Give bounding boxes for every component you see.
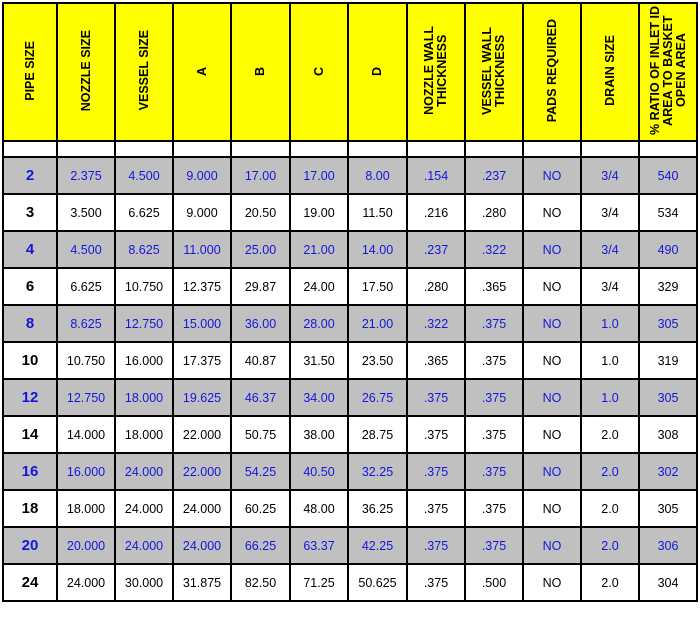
header-label: NOZZLE SIZE bbox=[78, 29, 93, 112]
table-cell: 2.0 bbox=[581, 416, 639, 453]
header-label: D bbox=[370, 66, 384, 76]
pipe-size-cell: 8 bbox=[3, 305, 57, 342]
table-cell: 18.000 bbox=[57, 490, 115, 527]
table-row bbox=[3, 527, 697, 564]
table-cell: 23.50 bbox=[348, 342, 407, 379]
table-cell: 1.0 bbox=[581, 379, 639, 416]
table-cell: 14.000 bbox=[57, 416, 115, 453]
table-cell: 29.87 bbox=[231, 268, 290, 305]
table-cell: 329 bbox=[639, 268, 697, 305]
table-cell: .375 bbox=[407, 453, 465, 490]
table-cell: 12.750 bbox=[115, 305, 173, 342]
table-cell: .375 bbox=[465, 305, 523, 342]
table-cell: 12.375 bbox=[173, 268, 231, 305]
spacer-cell bbox=[581, 141, 639, 157]
table-cell: 306 bbox=[639, 527, 697, 564]
table-cell: 2.0 bbox=[581, 490, 639, 527]
table-cell: 17.50 bbox=[348, 268, 407, 305]
table-cell: NO bbox=[523, 564, 581, 601]
table-cell: 534 bbox=[639, 194, 697, 231]
table-cell: .365 bbox=[407, 342, 465, 379]
table-cell: 305 bbox=[639, 490, 697, 527]
table-body bbox=[3, 141, 697, 601]
table-cell: .375 bbox=[407, 564, 465, 601]
table-row bbox=[3, 194, 697, 231]
table-cell: .322 bbox=[407, 305, 465, 342]
table-cell: 46.37 bbox=[231, 379, 290, 416]
table-row bbox=[3, 379, 697, 416]
spacer-row bbox=[3, 141, 697, 157]
table-cell: 21.00 bbox=[348, 305, 407, 342]
table-cell: 63.37 bbox=[290, 527, 348, 564]
table-cell: 24.000 bbox=[115, 527, 173, 564]
table-cell: 20.50 bbox=[231, 194, 290, 231]
table-cell: 17.00 bbox=[231, 157, 290, 194]
table-cell: NO bbox=[523, 490, 581, 527]
table-cell: .322 bbox=[465, 231, 523, 268]
table-cell: 22.000 bbox=[173, 453, 231, 490]
spacer-cell bbox=[523, 141, 581, 157]
table-cell: 19.00 bbox=[290, 194, 348, 231]
table-cell: 22.000 bbox=[173, 416, 231, 453]
table-row bbox=[3, 231, 697, 268]
header-a bbox=[173, 3, 231, 141]
table-cell: 15.000 bbox=[173, 305, 231, 342]
table-cell: 34.00 bbox=[290, 379, 348, 416]
table-cell: NO bbox=[523, 453, 581, 490]
table-cell: 11.000 bbox=[173, 231, 231, 268]
header-c bbox=[290, 3, 348, 141]
pipe-size-cell: 3 bbox=[3, 194, 57, 231]
table-cell: 21.00 bbox=[290, 231, 348, 268]
table-cell: .365 bbox=[465, 268, 523, 305]
table-cell: 66.25 bbox=[231, 527, 290, 564]
table-cell: 24.000 bbox=[115, 490, 173, 527]
header-vessel-size bbox=[115, 3, 173, 141]
table-cell: 9.000 bbox=[173, 194, 231, 231]
table-cell: NO bbox=[523, 416, 581, 453]
table-cell: 4.500 bbox=[115, 157, 173, 194]
table-cell: 28.00 bbox=[290, 305, 348, 342]
table-cell: 31.875 bbox=[173, 564, 231, 601]
table-cell: .237 bbox=[465, 157, 523, 194]
table-cell: NO bbox=[523, 268, 581, 305]
table-cell: 3/4 bbox=[581, 268, 639, 305]
header-vessel-wall-thickness bbox=[465, 3, 523, 141]
header-label: PADS REQUIRED bbox=[544, 18, 559, 123]
table-cell: 10.750 bbox=[57, 342, 115, 379]
table-cell: 1.0 bbox=[581, 342, 639, 379]
table-cell: 36.25 bbox=[348, 490, 407, 527]
spacer-cell bbox=[173, 141, 231, 157]
table-cell: 24.000 bbox=[173, 490, 231, 527]
header-pads-required bbox=[523, 3, 581, 141]
table-cell: 40.87 bbox=[231, 342, 290, 379]
table-cell: 12.750 bbox=[57, 379, 115, 416]
table-cell: .375 bbox=[465, 490, 523, 527]
table-cell: 18.000 bbox=[115, 416, 173, 453]
table-cell: .375 bbox=[407, 527, 465, 564]
spacer-cell bbox=[407, 141, 465, 157]
table-cell: 60.25 bbox=[231, 490, 290, 527]
table-cell: 26.75 bbox=[348, 379, 407, 416]
pipe-size-cell: 20 bbox=[3, 527, 57, 564]
table-cell: .375 bbox=[465, 527, 523, 564]
table-cell: 2.0 bbox=[581, 527, 639, 564]
table-cell: 490 bbox=[639, 231, 697, 268]
table-row bbox=[3, 342, 697, 379]
header-label: PIPE SIZE bbox=[22, 40, 37, 101]
header-nozzle-wall-thickness bbox=[407, 3, 465, 141]
header-label: DRAIN SIZE bbox=[602, 35, 617, 106]
table-cell: NO bbox=[523, 194, 581, 231]
header-b bbox=[231, 3, 290, 141]
header-label: % RATIO OF INLET ID AREA TO BASKET OPEN AREA bbox=[647, 6, 688, 135]
table-cell: 1.0 bbox=[581, 305, 639, 342]
table-cell: 3/4 bbox=[581, 157, 639, 194]
table-cell: 2.0 bbox=[581, 453, 639, 490]
table-row bbox=[3, 564, 697, 601]
table-cell: .375 bbox=[465, 342, 523, 379]
pipe-size-cell: 14 bbox=[3, 416, 57, 453]
pipe-dimension-table bbox=[2, 2, 698, 602]
pipe-size-cell: 16 bbox=[3, 453, 57, 490]
pipe-size-cell: 12 bbox=[3, 379, 57, 416]
spacer-cell bbox=[348, 141, 407, 157]
header-label: VESSEL WALL THICKNESS bbox=[480, 26, 507, 115]
table-cell: .375 bbox=[465, 453, 523, 490]
table-cell: 8.00 bbox=[348, 157, 407, 194]
table-cell: 6.625 bbox=[115, 194, 173, 231]
spacer-cell bbox=[57, 141, 115, 157]
table-cell: 16.000 bbox=[57, 453, 115, 490]
table-cell: 8.625 bbox=[115, 231, 173, 268]
pipe-size-cell: 4 bbox=[3, 231, 57, 268]
table-cell: 16.000 bbox=[115, 342, 173, 379]
table-cell: 82.50 bbox=[231, 564, 290, 601]
table-cell: 3.500 bbox=[57, 194, 115, 231]
table-cell: 32.25 bbox=[348, 453, 407, 490]
table-cell: 4.500 bbox=[57, 231, 115, 268]
table-cell: NO bbox=[523, 379, 581, 416]
table-cell: 14.00 bbox=[348, 231, 407, 268]
table-cell: .237 bbox=[407, 231, 465, 268]
table-cell: 40.50 bbox=[290, 453, 348, 490]
table-cell: 17.375 bbox=[173, 342, 231, 379]
table-cell: NO bbox=[523, 305, 581, 342]
table-row bbox=[3, 453, 697, 490]
header-ratio bbox=[639, 3, 697, 141]
table-cell: 54.25 bbox=[231, 453, 290, 490]
spacer-cell bbox=[639, 141, 697, 157]
table-cell: 31.50 bbox=[290, 342, 348, 379]
header-pipe-size bbox=[3, 3, 57, 141]
table-cell: NO bbox=[523, 157, 581, 194]
header-label: B bbox=[253, 66, 267, 76]
table-cell: 25.00 bbox=[231, 231, 290, 268]
table-cell: 11.50 bbox=[348, 194, 407, 231]
pipe-size-cell: 18 bbox=[3, 490, 57, 527]
table-cell: .375 bbox=[465, 416, 523, 453]
table-cell: 24.000 bbox=[173, 527, 231, 564]
table-row bbox=[3, 157, 697, 194]
table-cell: 9.000 bbox=[173, 157, 231, 194]
header-d bbox=[348, 3, 407, 141]
table-cell: 6.625 bbox=[57, 268, 115, 305]
table-cell: 42.25 bbox=[348, 527, 407, 564]
table-cell: 17.00 bbox=[290, 157, 348, 194]
spacer-cell bbox=[465, 141, 523, 157]
table-cell: 18.000 bbox=[115, 379, 173, 416]
table-cell: 24.000 bbox=[57, 564, 115, 601]
table-cell: .375 bbox=[407, 379, 465, 416]
table-cell: 50.75 bbox=[231, 416, 290, 453]
header-nozzle-size bbox=[57, 3, 115, 141]
table-cell: 3/4 bbox=[581, 194, 639, 231]
table-cell: 8.625 bbox=[57, 305, 115, 342]
table-cell: .375 bbox=[465, 379, 523, 416]
table-row bbox=[3, 268, 697, 305]
table-cell: 28.75 bbox=[348, 416, 407, 453]
table-cell: NO bbox=[523, 342, 581, 379]
table-cell: .375 bbox=[407, 416, 465, 453]
header-label: NOZZLE WALL THICKNESS bbox=[422, 26, 449, 115]
table-cell: .154 bbox=[407, 157, 465, 194]
table-row bbox=[3, 416, 697, 453]
table-cell: 38.00 bbox=[290, 416, 348, 453]
table-cell: 302 bbox=[639, 453, 697, 490]
table-row bbox=[3, 305, 697, 342]
table-cell: 304 bbox=[639, 564, 697, 601]
table-cell: 30.000 bbox=[115, 564, 173, 601]
table-cell: 36.00 bbox=[231, 305, 290, 342]
table-cell: 308 bbox=[639, 416, 697, 453]
table-cell: 48.00 bbox=[290, 490, 348, 527]
header-label: VESSEL SIZE bbox=[136, 30, 151, 111]
table-cell: 305 bbox=[639, 379, 697, 416]
table-cell: 24.000 bbox=[115, 453, 173, 490]
spacer-cell bbox=[231, 141, 290, 157]
table-cell: 540 bbox=[639, 157, 697, 194]
pipe-size-cell: 24 bbox=[3, 564, 57, 601]
table-cell: 19.625 bbox=[173, 379, 231, 416]
spacer-cell bbox=[115, 141, 173, 157]
header-row bbox=[3, 3, 697, 141]
header-label: C bbox=[311, 66, 326, 76]
table-row bbox=[3, 490, 697, 527]
table-cell: 2.375 bbox=[57, 157, 115, 194]
table-cell: NO bbox=[523, 527, 581, 564]
table-cell: .500 bbox=[465, 564, 523, 601]
table-cell: 50.625 bbox=[348, 564, 407, 601]
table-cell: 3/4 bbox=[581, 231, 639, 268]
header-label: A bbox=[194, 66, 209, 76]
spacer-cell bbox=[290, 141, 348, 157]
table-cell: 20.000 bbox=[57, 527, 115, 564]
table-cell: 305 bbox=[639, 305, 697, 342]
header-drain-size bbox=[581, 3, 639, 141]
table-cell: 24.00 bbox=[290, 268, 348, 305]
pipe-size-cell: 6 bbox=[3, 268, 57, 305]
pipe-size-cell: 10 bbox=[3, 342, 57, 379]
table-cell: NO bbox=[523, 231, 581, 268]
spacer-cell bbox=[3, 141, 57, 157]
table-cell: .375 bbox=[407, 490, 465, 527]
table-cell: 2.0 bbox=[581, 564, 639, 601]
pipe-size-cell: 2 bbox=[3, 157, 57, 194]
table-cell: .280 bbox=[407, 268, 465, 305]
table-cell: .280 bbox=[465, 194, 523, 231]
table-cell: .216 bbox=[407, 194, 465, 231]
table-cell: 319 bbox=[639, 342, 697, 379]
table-cell: 71.25 bbox=[290, 564, 348, 601]
table-cell: 10.750 bbox=[115, 268, 173, 305]
